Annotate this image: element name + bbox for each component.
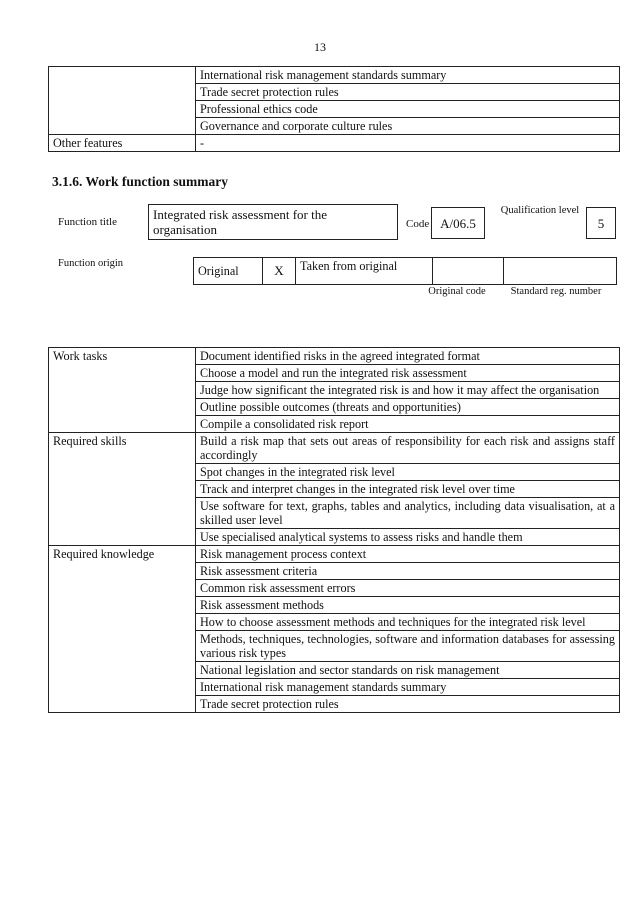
required-skills-item: Build a risk map that sets out areas of responsibility for each risk and assigns staff accordingly	[196, 433, 620, 464]
table-cell: Professional ethics code	[196, 101, 620, 118]
top-table	[48, 66, 620, 152]
required-knowledge-item: Common risk assessment errors	[196, 580, 620, 597]
work-tasks-item: Choose a model and run the integrated risk assessment	[196, 365, 620, 382]
table-row	[49, 348, 620, 365]
work-tasks-label: Work tasks	[49, 348, 196, 433]
origin-label: Function origin	[58, 258, 124, 269]
level-value: 5	[586, 207, 616, 239]
required-knowledge-item: National legislation and sector standards on risk management	[196, 662, 620, 679]
empty-label-cell	[49, 67, 196, 135]
code-value: A/06.5	[431, 207, 485, 239]
required-skills-label: Required skills	[49, 433, 196, 546]
table-cell: Trade secret protection rules	[196, 84, 620, 101]
work-tasks-item: Outline possible outcomes (threats and opportunities)	[196, 399, 620, 416]
main-table	[48, 347, 620, 713]
required-knowledge-item: International risk management standards summary	[196, 679, 620, 696]
code-original-cell	[433, 258, 504, 285]
work-tasks-item: Compile a consolidated risk report	[196, 416, 620, 433]
table-cell: Governance and corporate culture rules	[196, 118, 620, 135]
table-cell: International risk management standards summary	[196, 67, 620, 84]
function-name-value: Integrated risk assessment for the organisation	[148, 204, 398, 240]
required-skills-item: Use software for text, graphs, tables and analytics, including data visualisation, at a skilled user level	[196, 498, 620, 529]
required-knowledge-item: Trade secret protection rules	[196, 696, 620, 713]
required-knowledge-item: Risk assessment criteria	[196, 563, 620, 580]
code-original-caption: Original code	[428, 286, 486, 297]
name-label: Function title	[58, 216, 117, 228]
required-skills-item: Track and interpret changes in the integrated risk level over time	[196, 481, 620, 498]
table-row	[49, 67, 620, 84]
original-mark: X	[263, 258, 296, 285]
reg-number-cell	[504, 258, 617, 285]
required-skills-item: Use specialised analytical systems to assess risks and handle them	[196, 529, 620, 546]
required-knowledge-label: Required knowledge	[49, 546, 196, 713]
required-knowledge-item: Methods, techniques, technologies, software and information databases for assessing various risk types	[196, 631, 620, 662]
required-knowledge-item: Risk management process context	[196, 546, 620, 563]
page-number: 13	[314, 40, 326, 54]
required-knowledge-item: How to choose assessment methods and techniques for the integrated risk level	[196, 614, 620, 631]
original-label: Original	[194, 258, 263, 285]
table-row	[49, 433, 620, 464]
level-label: Qualification level	[500, 205, 580, 216]
table-row	[49, 135, 620, 152]
other-features-value: -	[196, 135, 620, 152]
code-label: Code	[406, 218, 430, 230]
work-tasks-item: Judge how significant the integrated risk is and how it may affect the organisation	[196, 382, 620, 399]
work-tasks-item: Document identified risks in the agreed integrated format	[196, 348, 620, 365]
borrowed-label: Taken from original	[296, 258, 433, 285]
origin-table	[193, 257, 617, 285]
required-knowledge-item: Risk assessment methods	[196, 597, 620, 614]
reg-number-caption: Standard reg. number	[510, 286, 602, 297]
required-skills-item: Spot changes in the integrated risk level	[196, 464, 620, 481]
table-row	[49, 546, 620, 563]
other-features-label: Other features	[49, 135, 196, 152]
section-heading: 3.1.6. Work function summary	[52, 174, 229, 189]
